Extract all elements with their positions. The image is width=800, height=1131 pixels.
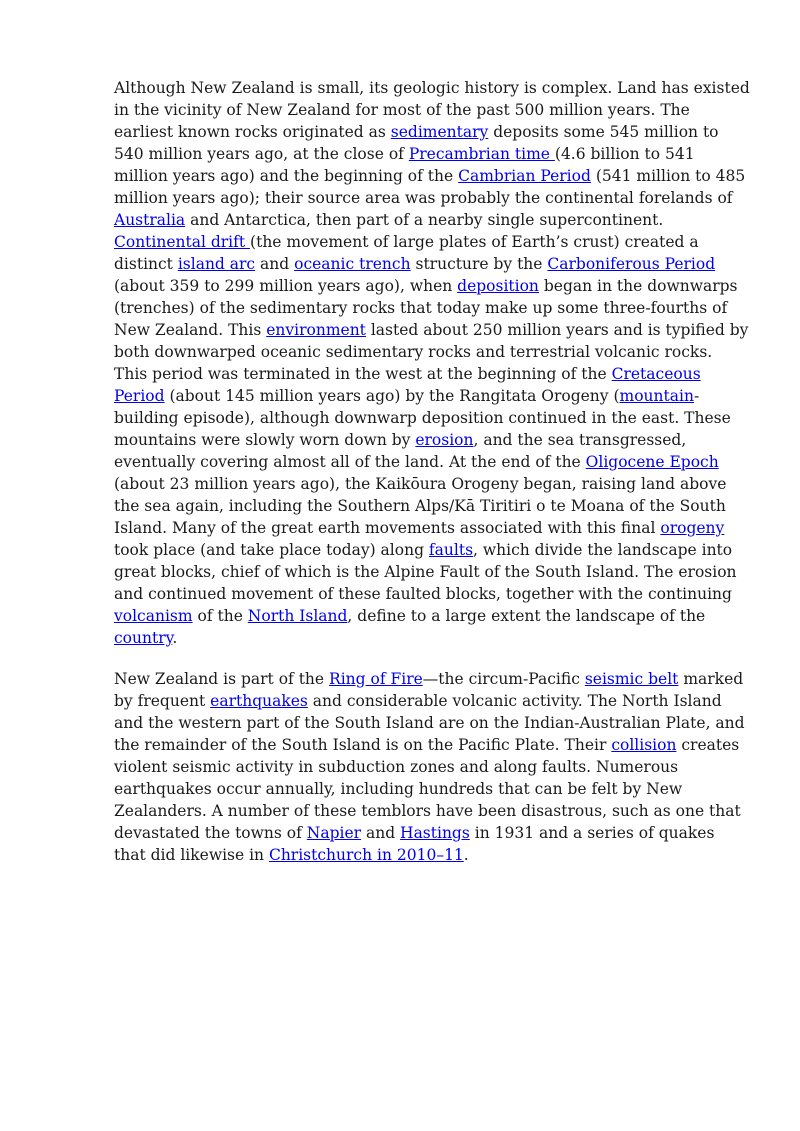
paragraph-text: began in the downwarps (trenches) of the sedimentary rocks that today make up some three-fourths of New Zealand. This [114, 277, 738, 339]
inline-link[interactable]: island arc [177, 255, 256, 273]
paragraph-text: deposits some 545 million to 540 million years ago, at the close of [114, 123, 719, 163]
inline-link[interactable]: Ring of Fire [329, 670, 423, 688]
paragraph-text: (about 359 to 299 million years ago), when [114, 277, 458, 295]
paragraph-text: lasted about 250 million years and is typified by both downwarped oceanic sedimentary rocks and terrestrial volcanic rocks. This period was terminated in the west at the beginning of the [114, 321, 749, 383]
inline-link[interactable]: North Island [247, 607, 348, 625]
paragraph-text: and [361, 824, 401, 842]
inline-link[interactable]: Oligocene Epoch [585, 453, 719, 471]
inline-link[interactable]: orogeny [660, 519, 725, 537]
paragraph-text: , define to a large extent the landscape of the [347, 607, 706, 625]
paragraph-text: , and the sea transgressed, eventually covering almost all of the land. At the end of the [114, 431, 687, 471]
inline-link[interactable]: erosion [415, 431, 474, 449]
paragraph-text: . [463, 846, 469, 864]
paragraph-text: and Antarctica, then part of a nearby single supercontinent. [185, 211, 664, 229]
paragraph-text: marked by frequent [114, 670, 744, 710]
inline-link[interactable]: faults [428, 541, 474, 559]
paragraph-text: and [255, 255, 295, 273]
document-body [114, 77, 750, 885]
inline-link[interactable]: earthquakes [210, 692, 308, 710]
paragraph-text: creates violent seismic activity in subduction zones and along faults. Numerous earthquakes occur annually, including hundreds that can be felt by New Zealanders. A number of these temblors have been disastrous, such as one that devastated the towns of [114, 736, 741, 842]
paragraph-text: and considerable volcanic activity. The North Island and the western part of the South Island are on the Indian-Australian Plate, and the remainder of the South Island is on the Pacific Plate. Their [114, 692, 745, 754]
inline-link[interactable]: oceanic trench [294, 255, 411, 273]
inline-link[interactable]: country [114, 629, 173, 647]
paragraph-text: -building episode), although downwarp deposition continued in the east. These mountains were slowly worn down by [114, 387, 731, 449]
inline-link[interactable]: Continental drift [114, 233, 251, 251]
paragraph-text: , which divide the landscape into great blocks, chief of which is the Alpine Fault of the South Island. The erosion and continued movement of these faulted blocks, together with the continuing [114, 541, 737, 603]
paragraph-text: structure by the [410, 255, 548, 273]
paragraph-text: New Zealand is part of the [114, 670, 330, 688]
inline-link[interactable]: volcanism [114, 607, 193, 625]
paragraph [114, 668, 750, 866]
paragraph-text: (about 145 million years ago) by the Rangitata Orogeny ( [164, 387, 620, 405]
inline-link[interactable]: mountain [619, 387, 694, 405]
inline-link[interactable]: environment [266, 321, 366, 339]
inline-link[interactable]: Hastings [400, 824, 470, 842]
paragraph-text: (the movement of large plates of Earth’s crust) created a distinct [114, 233, 699, 273]
inline-link[interactable]: seismic belt [584, 670, 679, 688]
paragraph [114, 77, 750, 649]
inline-link[interactable]: sedimentary [390, 123, 489, 141]
inline-link[interactable]: Australia [114, 211, 186, 229]
paragraph-text: Although New Zealand is small, its geologic history is complex. Land has existed in the vicinity of New Zealand for most of the past 500 million years. The earliest known rocks originated as [114, 79, 750, 141]
inline-link[interactable]: Precambrian time [408, 145, 555, 163]
paragraph-text: —the circum-Pacific [422, 670, 585, 688]
paragraph-text: of the [192, 607, 248, 625]
paragraph-text: in 1931 and a series of quakes that did likewise in [114, 824, 715, 864]
paragraph-text: . [172, 629, 178, 647]
inline-link[interactable]: Christchurch in 2010–11 [268, 846, 464, 864]
inline-link[interactable]: Cambrian Period [458, 167, 591, 185]
inline-link[interactable]: Carboniferous Period [547, 255, 716, 273]
inline-link[interactable]: deposition [457, 277, 539, 295]
inline-link[interactable]: collision [611, 736, 677, 754]
paragraph-text: (about 23 million years ago), the Kaikōura Orogeny began, raising land above the sea again, including the Southern Alps/Kā Tiritiri o te Moana of the South Island. Many of the great earth movements associated with this final [114, 475, 727, 537]
paragraph-text: (541 million to 485 million years ago); their source area was probably the continental forelands of [114, 167, 746, 207]
paragraph-text: took place (and take place today) along [114, 541, 429, 559]
inline-link[interactable]: Napier [306, 824, 362, 842]
paragraph-text: (4.6 billion to 541 million years ago) and the beginning of the [114, 145, 695, 185]
inline-link[interactable]: Cretaceous Period [114, 365, 701, 405]
